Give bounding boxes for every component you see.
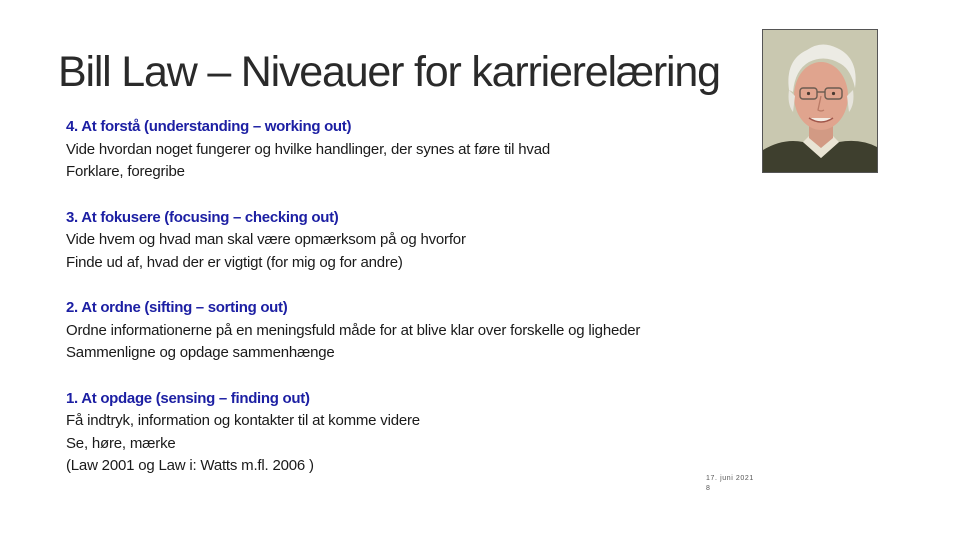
level-heading: 3. At fokusere (focusing – checking out): [66, 208, 339, 226]
level-heading: 1. At opdage (sensing – finding out): [66, 389, 310, 407]
level-line: Få indtryk, information og kontakter til at komme videre: [66, 412, 420, 429]
level-line: Ordne informationerne på en meningsfuld måde for at blive klar over forskelle og ligheder: [66, 321, 641, 339]
level-3: [66, 207, 766, 275]
level-line: Forklare, foregribe: [66, 163, 185, 180]
level-line: Vide hvordan noget fungerer og hvilke handlinger, der synes at føre til hvad: [66, 140, 551, 158]
levels-list: [66, 116, 766, 501]
level-4: [66, 116, 766, 184]
portrait-photo: [762, 29, 878, 173]
level-heading: 4. At forstå (understanding – working out): [66, 118, 352, 135]
level-2: [66, 297, 766, 365]
level-1: [66, 388, 766, 478]
page-number: 8: [706, 485, 711, 492]
level-line: Se, høre, mærke: [66, 434, 176, 452]
level-line: Vide hvem og hvad man skal være opmærksom på og hvorfor: [66, 231, 466, 248]
level-heading: 2. At ordne (sifting – sorting out): [66, 299, 288, 316]
citation: (Law 2001 og Law i: Watts m.fl. 2006 ): [66, 457, 314, 474]
footer-date: 17. juni 2021: [706, 475, 754, 482]
slide-title: Bill Law – Niveauer for karrierelæring: [58, 48, 720, 96]
level-line: Finde ud af, hvad der er vigtigt (for mig og for andre): [66, 253, 403, 271]
level-line: Sammenligne og opdage sammenhænge: [66, 344, 335, 361]
slide-footer: [706, 474, 754, 494]
